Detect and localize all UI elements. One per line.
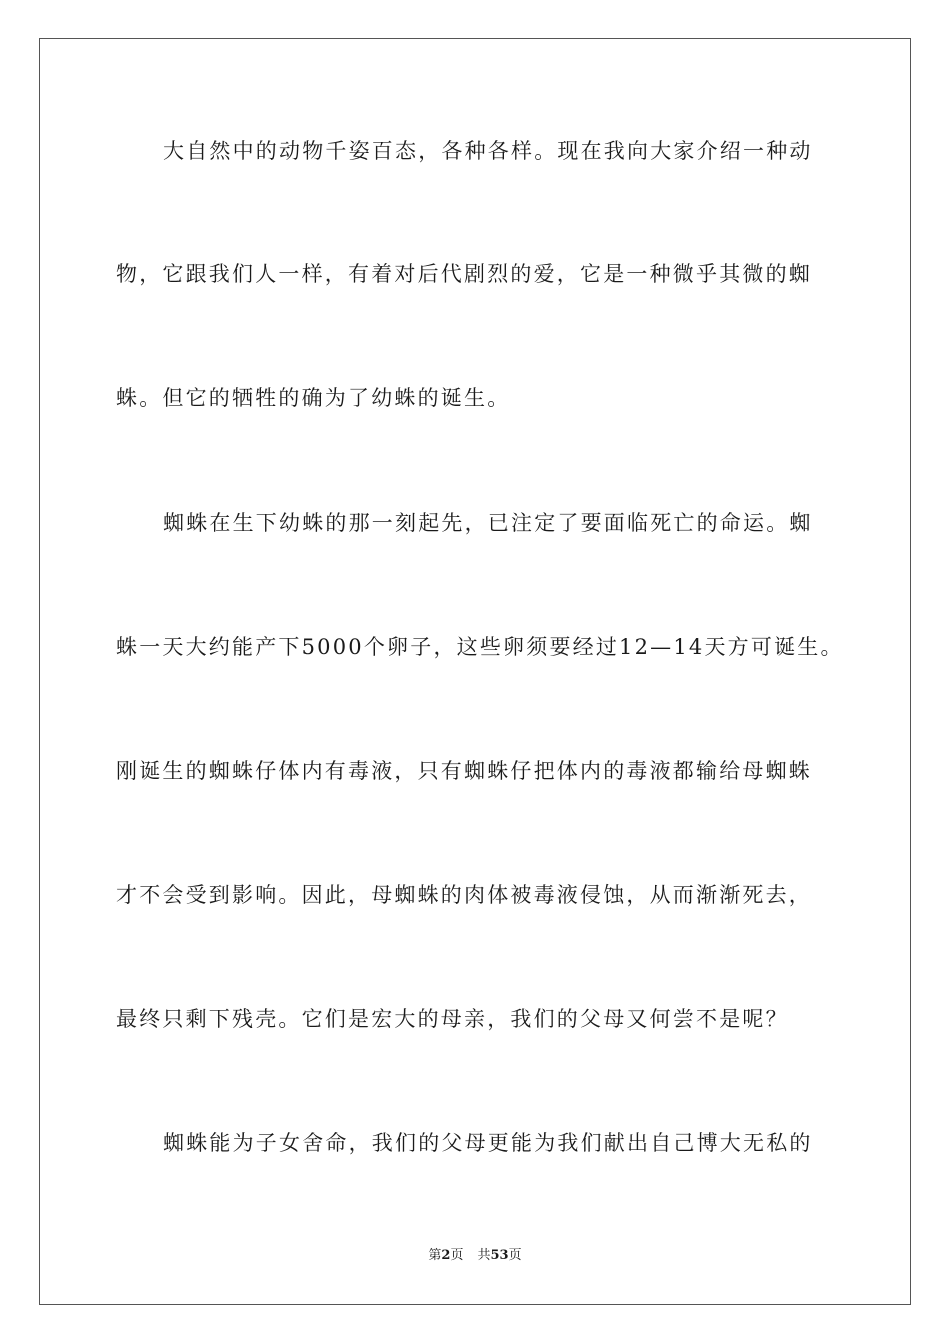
footer-page-suffix: 页 xyxy=(450,1248,464,1263)
footer-total-suffix: 页 xyxy=(508,1248,522,1263)
page-border xyxy=(39,38,911,1305)
paragraph-line: 刚诞生的蜘蛛仔体内有毒液，只有蜘蛛仔把体内的毒液都输给母蜘蛛 xyxy=(116,759,812,783)
page-footer xyxy=(0,1247,950,1265)
paragraph-line: 大自然中的动物千姿百态，各种各样。现在我向大家介绍一种动 xyxy=(163,139,813,163)
paragraph-line: 才不会受到影响。因此，母蜘蛛的肉体被毒液侵蚀，从而渐渐死去， xyxy=(116,883,812,907)
paragraph-line: 蜘蛛能为子女舍命，我们的父母更能为我们献出自己博大无私的 xyxy=(163,1131,813,1155)
paragraph-line: 蛛一天大约能产下5000个卵子，这些卵须要经过12—14天方可诞生。 xyxy=(116,635,844,659)
paragraph-line: 最终只剩下残壳。它们是宏大的母亲，我们的父母又何尝不是呢？ xyxy=(116,1007,789,1031)
paragraph-line: 蜘蛛在生下幼蛛的那一刻起先，已注定了要面临死亡的命运。蜘 xyxy=(163,511,813,535)
footer-total-pages: 53 xyxy=(490,1248,509,1263)
footer-page-number: 2 xyxy=(441,1248,451,1263)
paragraph-line: 物，它跟我们人一样，有着对后代剧烈的爱，它是一种微乎其微的蜘 xyxy=(116,262,812,286)
footer-total-prefix: 共 xyxy=(477,1248,491,1263)
footer-page-prefix: 第 xyxy=(428,1248,442,1263)
paragraph-line: 蛛。但它的牺牲的确为了幼蛛的诞生。 xyxy=(116,386,511,410)
